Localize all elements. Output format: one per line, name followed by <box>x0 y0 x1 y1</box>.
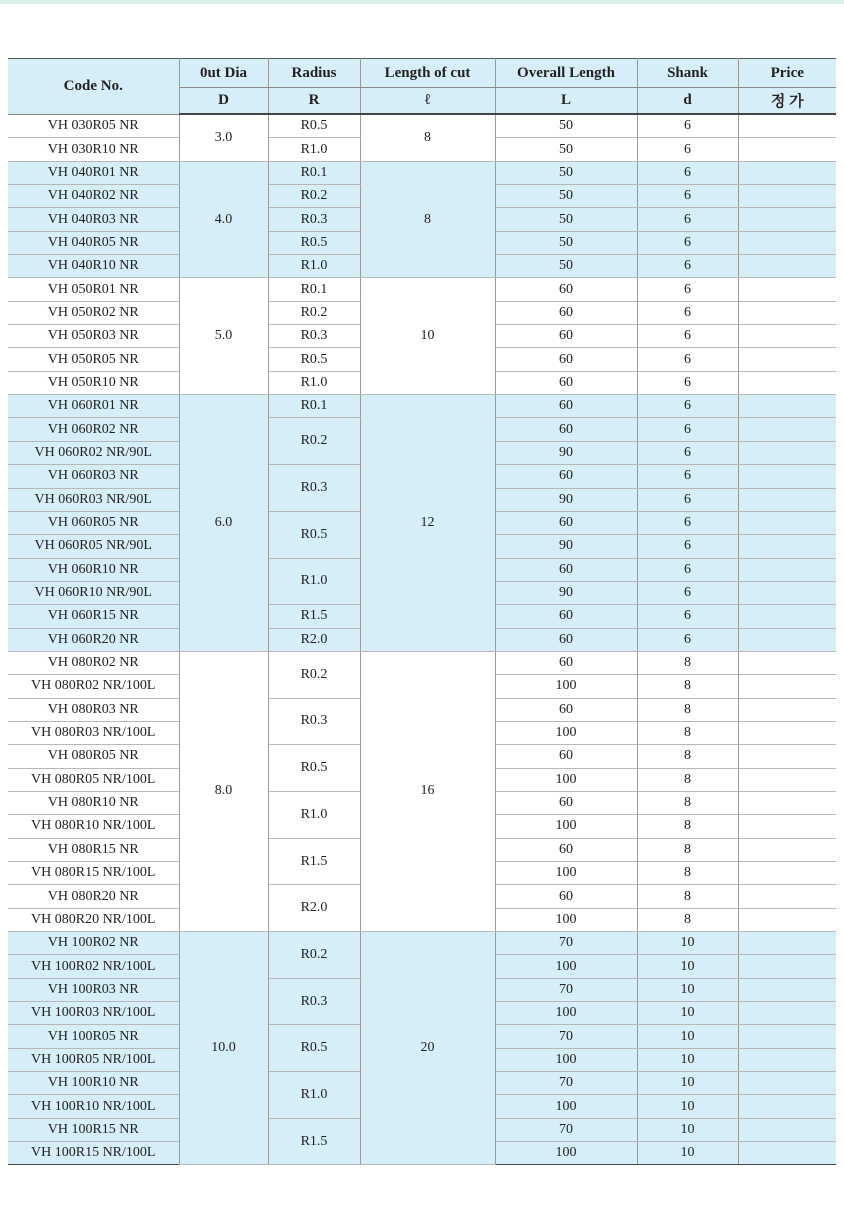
overall-length-cell: 60 <box>495 791 637 814</box>
shank-cell: 6 <box>637 581 738 604</box>
overall-length-cell: 50 <box>495 185 637 208</box>
code-cell: VH 080R20 NR <box>8 885 179 908</box>
price-cell <box>738 1025 836 1048</box>
overall-length-cell: 70 <box>495 1072 637 1095</box>
radius-cell: R0.3 <box>268 465 360 512</box>
overall-length-cell: 100 <box>495 815 637 838</box>
price-cell <box>738 815 836 838</box>
overall-length-cell: 100 <box>495 955 637 978</box>
shank-cell: 6 <box>637 395 738 418</box>
code-cell: VH 050R02 NR <box>8 301 179 324</box>
code-cell: VH 050R03 NR <box>8 325 179 348</box>
code-cell: VH 080R03 NR/100L <box>8 721 179 744</box>
code-cell: VH 030R05 NR <box>8 114 179 138</box>
overall-length-cell: 60 <box>495 325 637 348</box>
overall-length-cell: 60 <box>495 371 637 394</box>
price-cell <box>738 441 836 464</box>
code-cell: VH 040R10 NR <box>8 255 179 278</box>
shank-cell: 6 <box>637 278 738 301</box>
shank-cell: 10 <box>637 978 738 1001</box>
code-cell: VH 060R01 NR <box>8 395 179 418</box>
code-cell: VH 080R05 NR <box>8 745 179 768</box>
overall-length-cell: 90 <box>495 488 637 511</box>
col-price-symbol: 정 가 <box>738 88 836 115</box>
shank-cell: 8 <box>637 815 738 838</box>
shank-cell: 10 <box>637 1072 738 1095</box>
price-cell <box>738 208 836 231</box>
shank-cell: 8 <box>637 721 738 744</box>
radius-cell: R2.0 <box>268 628 360 651</box>
code-cell: VH 040R05 NR <box>8 231 179 254</box>
code-cell: VH 060R15 NR <box>8 605 179 628</box>
table-header <box>8 59 836 115</box>
dia-cell: 6.0 <box>179 395 268 652</box>
shank-cell: 8 <box>637 675 738 698</box>
price-cell <box>738 1072 836 1095</box>
shank-cell: 8 <box>637 768 738 791</box>
code-cell: VH 030R10 NR <box>8 138 179 161</box>
price-cell <box>738 1048 836 1071</box>
code-cell: VH 100R03 NR <box>8 978 179 1001</box>
radius-cell: R0.5 <box>268 511 360 558</box>
code-cell: VH 060R20 NR <box>8 628 179 651</box>
code-cell: VH 100R10 NR <box>8 1072 179 1095</box>
price-cell <box>738 955 836 978</box>
cut-cell: 20 <box>360 932 495 1165</box>
price-cell <box>738 138 836 161</box>
radius-cell: R0.3 <box>268 208 360 231</box>
price-cell <box>738 114 836 138</box>
price-cell <box>738 535 836 558</box>
shank-cell: 6 <box>637 231 738 254</box>
shank-cell: 6 <box>637 185 738 208</box>
cut-cell: 16 <box>360 651 495 931</box>
overall-length-cell: 100 <box>495 768 637 791</box>
code-cell: VH 040R01 NR <box>8 161 179 184</box>
overall-length-cell: 60 <box>495 628 637 651</box>
code-cell: VH 080R10 NR <box>8 791 179 814</box>
price-cell <box>738 885 836 908</box>
overall-length-cell: 60 <box>495 348 637 371</box>
shank-cell: 6 <box>637 138 738 161</box>
overall-length-cell: 70 <box>495 978 637 1001</box>
table-row <box>8 651 836 674</box>
shank-cell: 10 <box>637 1095 738 1118</box>
shank-cell: 6 <box>637 161 738 184</box>
price-cell <box>738 511 836 534</box>
col-dia-symbol: D <box>179 88 268 115</box>
price-cell <box>738 1002 836 1025</box>
overall-length-cell: 60 <box>495 885 637 908</box>
radius-cell: R1.0 <box>268 255 360 278</box>
radius-cell: R0.3 <box>268 978 360 1025</box>
price-cell <box>738 371 836 394</box>
shank-cell: 10 <box>637 955 738 978</box>
price-cell <box>738 838 836 861</box>
overall-length-cell: 60 <box>495 395 637 418</box>
overall-length-cell: 100 <box>495 908 637 931</box>
shank-cell: 10 <box>637 1048 738 1071</box>
code-cell: VH 080R10 NR/100L <box>8 815 179 838</box>
col-overall-symbol: L <box>495 88 637 115</box>
overall-length-cell: 50 <box>495 161 637 184</box>
radius-cell: R1.5 <box>268 605 360 628</box>
radius-cell: R0.2 <box>268 301 360 324</box>
shank-cell: 8 <box>637 791 738 814</box>
shank-cell: 6 <box>637 348 738 371</box>
code-cell: VH 100R05 NR <box>8 1025 179 1048</box>
price-cell <box>738 395 836 418</box>
table-row <box>8 161 836 184</box>
shank-cell: 6 <box>637 114 738 138</box>
code-cell: VH 060R05 NR/90L <box>8 535 179 558</box>
shank-cell: 8 <box>637 838 738 861</box>
radius-cell: R0.5 <box>268 231 360 254</box>
shank-cell: 6 <box>637 371 738 394</box>
code-cell: VH 060R05 NR <box>8 511 179 534</box>
overall-length-cell: 100 <box>495 1048 637 1071</box>
price-cell <box>738 231 836 254</box>
col-radius-header: Radius <box>268 59 360 88</box>
price-cell <box>738 325 836 348</box>
radius-cell: R1.0 <box>268 558 360 605</box>
overall-length-cell: 100 <box>495 1095 637 1118</box>
radius-cell: R1.0 <box>268 791 360 838</box>
price-cell <box>738 628 836 651</box>
radius-cell: R2.0 <box>268 885 360 932</box>
shank-cell: 8 <box>637 862 738 885</box>
overall-length-cell: 60 <box>495 651 637 674</box>
overall-length-cell: 70 <box>495 932 637 955</box>
radius-cell: R1.0 <box>268 1072 360 1119</box>
code-cell: VH 100R02 NR/100L <box>8 955 179 978</box>
overall-length-cell: 60 <box>495 698 637 721</box>
shank-cell: 8 <box>637 745 738 768</box>
price-cell <box>738 1118 836 1141</box>
overall-length-cell: 60 <box>495 278 637 301</box>
price-cell <box>738 908 836 931</box>
code-cell: VH 060R10 NR <box>8 558 179 581</box>
overall-length-cell: 50 <box>495 208 637 231</box>
dia-cell: 5.0 <box>179 278 268 395</box>
overall-length-cell: 100 <box>495 1142 637 1165</box>
price-cell <box>738 1095 836 1118</box>
price-cell <box>738 978 836 1001</box>
code-cell: VH 100R15 NR/100L <box>8 1142 179 1165</box>
shank-cell: 8 <box>637 651 738 674</box>
code-cell: VH 040R02 NR <box>8 185 179 208</box>
shank-cell: 10 <box>637 1002 738 1025</box>
radius-cell: R0.1 <box>268 161 360 184</box>
code-cell: VH 060R10 NR/90L <box>8 581 179 604</box>
radius-cell: R0.2 <box>268 932 360 979</box>
shank-cell: 10 <box>637 1142 738 1165</box>
shank-cell: 8 <box>637 885 738 908</box>
overall-length-cell: 90 <box>495 535 637 558</box>
radius-cell: R0.3 <box>268 325 360 348</box>
dia-cell: 3.0 <box>179 114 268 161</box>
code-cell: VH 080R05 NR/100L <box>8 768 179 791</box>
overall-length-cell: 90 <box>495 441 637 464</box>
overall-length-cell: 60 <box>495 745 637 768</box>
table-row <box>8 932 836 955</box>
shank-cell: 6 <box>637 418 738 441</box>
code-cell: VH 040R03 NR <box>8 208 179 231</box>
table-row <box>8 278 836 301</box>
code-cell: VH 060R03 NR/90L <box>8 488 179 511</box>
code-cell: VH 100R10 NR/100L <box>8 1095 179 1118</box>
code-cell: VH 060R02 NR/90L <box>8 441 179 464</box>
price-cell <box>738 465 836 488</box>
code-cell: VH 080R15 NR <box>8 838 179 861</box>
overall-length-cell: 50 <box>495 255 637 278</box>
col-shank-symbol: d <box>637 88 738 115</box>
price-cell <box>738 721 836 744</box>
overall-length-cell: 100 <box>495 862 637 885</box>
shank-cell: 6 <box>637 465 738 488</box>
overall-length-cell: 100 <box>495 1002 637 1025</box>
price-cell <box>738 1142 836 1165</box>
shank-cell: 6 <box>637 535 738 558</box>
code-cell: VH 100R02 NR <box>8 932 179 955</box>
overall-length-cell: 50 <box>495 114 637 138</box>
col-code-header: Code No. <box>8 59 179 115</box>
radius-cell: R0.2 <box>268 418 360 465</box>
dia-cell: 4.0 <box>179 161 268 278</box>
overall-length-cell: 60 <box>495 465 637 488</box>
table-row <box>8 114 836 138</box>
overall-length-cell: 50 <box>495 231 637 254</box>
overall-length-cell: 100 <box>495 675 637 698</box>
cut-cell: 8 <box>360 161 495 278</box>
radius-cell: R0.5 <box>268 1025 360 1072</box>
table-row <box>8 395 836 418</box>
shank-cell: 10 <box>637 932 738 955</box>
radius-cell: R0.1 <box>268 395 360 418</box>
code-cell: VH 050R05 NR <box>8 348 179 371</box>
overall-length-cell: 60 <box>495 301 637 324</box>
top-decor-band <box>0 0 844 4</box>
code-cell: VH 080R20 NR/100L <box>8 908 179 931</box>
overall-length-cell: 90 <box>495 581 637 604</box>
code-cell: VH 080R03 NR <box>8 698 179 721</box>
price-cell <box>738 651 836 674</box>
col-price-header: Price <box>738 59 836 88</box>
radius-cell: R1.0 <box>268 138 360 161</box>
radius-cell: R1.5 <box>268 1118 360 1165</box>
radius-cell: R0.5 <box>268 745 360 792</box>
dia-cell: 10.0 <box>179 932 268 1165</box>
table-body <box>8 114 836 1165</box>
price-cell <box>738 488 836 511</box>
price-cell <box>738 862 836 885</box>
code-cell: VH 100R15 NR <box>8 1118 179 1141</box>
overall-length-cell: 70 <box>495 1118 637 1141</box>
shank-cell: 6 <box>637 511 738 534</box>
spec-table <box>8 58 836 1165</box>
shank-cell: 6 <box>637 441 738 464</box>
code-cell: VH 080R15 NR/100L <box>8 862 179 885</box>
price-cell <box>738 301 836 324</box>
code-cell: VH 100R03 NR/100L <box>8 1002 179 1025</box>
col-cut-header: Length of cut <box>360 59 495 88</box>
radius-cell: R0.5 <box>268 114 360 138</box>
dia-cell: 8.0 <box>179 651 268 931</box>
code-cell: VH 050R10 NR <box>8 371 179 394</box>
code-cell: VH 080R02 NR/100L <box>8 675 179 698</box>
price-cell <box>738 278 836 301</box>
radius-cell: R0.3 <box>268 698 360 745</box>
code-cell: VH 060R02 NR <box>8 418 179 441</box>
shank-cell: 6 <box>637 208 738 231</box>
price-cell <box>738 605 836 628</box>
shank-cell: 10 <box>637 1118 738 1141</box>
price-cell <box>738 932 836 955</box>
col-radius-symbol: R <box>268 88 360 115</box>
overall-length-cell: 60 <box>495 558 637 581</box>
overall-length-cell: 50 <box>495 138 637 161</box>
shank-cell: 6 <box>637 325 738 348</box>
radius-cell: R0.2 <box>268 651 360 698</box>
col-overall-header: Overall Length <box>495 59 637 88</box>
price-cell <box>738 348 836 371</box>
shank-cell: 6 <box>637 558 738 581</box>
overall-length-cell: 60 <box>495 511 637 534</box>
shank-cell: 6 <box>637 628 738 651</box>
code-cell: VH 100R05 NR/100L <box>8 1048 179 1071</box>
col-shank-header: Shank <box>637 59 738 88</box>
radius-cell: R0.2 <box>268 185 360 208</box>
shank-cell: 6 <box>637 301 738 324</box>
overall-length-cell: 60 <box>495 418 637 441</box>
shank-cell: 8 <box>637 698 738 721</box>
shank-cell: 6 <box>637 255 738 278</box>
price-cell <box>738 558 836 581</box>
radius-cell: R1.5 <box>268 838 360 885</box>
price-cell <box>738 255 836 278</box>
price-cell <box>738 675 836 698</box>
shank-cell: 10 <box>637 1025 738 1048</box>
price-cell <box>738 161 836 184</box>
cut-cell: 12 <box>360 395 495 652</box>
shank-cell: 6 <box>637 605 738 628</box>
price-cell <box>738 791 836 814</box>
shank-cell: 6 <box>637 488 738 511</box>
code-cell: VH 060R03 NR <box>8 465 179 488</box>
overall-length-cell: 60 <box>495 605 637 628</box>
cut-cell: 10 <box>360 278 495 395</box>
code-cell: VH 050R01 NR <box>8 278 179 301</box>
cut-cell: 8 <box>360 114 495 161</box>
radius-cell: R0.1 <box>268 278 360 301</box>
col-dia-header: 0ut Dia <box>179 59 268 88</box>
overall-length-cell: 60 <box>495 838 637 861</box>
radius-cell: R0.5 <box>268 348 360 371</box>
price-cell <box>738 745 836 768</box>
shank-cell: 8 <box>637 908 738 931</box>
radius-cell: R1.0 <box>268 371 360 394</box>
price-cell <box>738 768 836 791</box>
price-cell <box>738 185 836 208</box>
price-cell <box>738 698 836 721</box>
price-cell <box>738 581 836 604</box>
price-cell <box>738 418 836 441</box>
overall-length-cell: 100 <box>495 721 637 744</box>
overall-length-cell: 70 <box>495 1025 637 1048</box>
code-cell: VH 080R02 NR <box>8 651 179 674</box>
col-cut-symbol: ℓ <box>360 88 495 115</box>
